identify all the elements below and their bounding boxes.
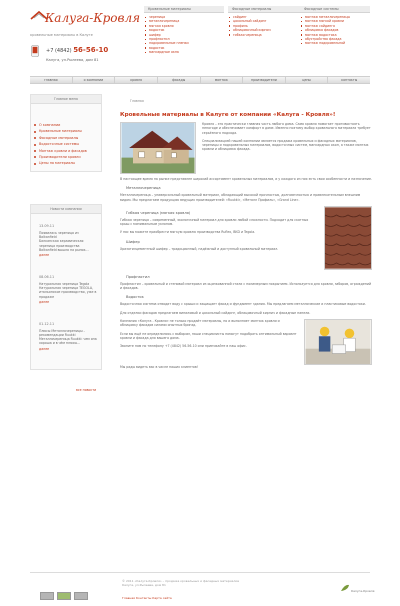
page-title: Кровельные материалы в Калуге от компании «Калуга - Кровля»! <box>120 112 336 118</box>
sidebar-item-manufacturers[interactable]: Производители кровли <box>33 154 99 160</box>
intro-paragraph: Специализацией нашей компании является продажа кровельных и фасадных материалов, черепицы и подкровельных материалов, водосточных систем, мансардных окон, а также монтаж кровли и облицовка фасада. <box>202 138 369 152</box>
category-link[interactable]: монтаж подкровельной <box>300 41 370 45</box>
category-heading: Кровельные материалы <box>144 6 224 13</box>
category-column-systems <box>300 6 370 46</box>
category-link[interactable]: металлочерепица <box>144 19 224 23</box>
all-news-link[interactable]: все новости <box>76 388 97 392</box>
nav-roofing[interactable]: кровля <box>115 77 158 83</box>
category-link[interactable]: сайдинг <box>228 15 308 19</box>
category-link[interactable]: шифер <box>144 33 224 37</box>
section-text: Если вы ещё не определились с выбором, наши специалисты помогут подобрать оптимальный вариант кровли и фасада для вашего дома. <box>120 331 297 340</box>
news-text: Металлочерепица Ruukki: чем она хороша и в чём плюсы... <box>39 337 97 346</box>
news-date: 01.12.11 <box>39 321 55 326</box>
phone-prefix: +7 (4842) <box>46 48 72 54</box>
nav-installation[interactable]: монтаж <box>201 77 244 83</box>
footer-address-line: Калуга, ул.Рылеева, дом 81 <box>122 583 166 587</box>
news-date: 08.06.11 <box>39 275 55 280</box>
category-column-roofing <box>144 6 224 55</box>
intro-paragraph: Кровля – это практически главная часть любого дома. Сама кровля помогает противостоять непогоде и обеспечивает комфорт в доме. Именно поэтому выбор кровельного материала требует серьёзного подхода. <box>202 122 371 135</box>
section-text: У нас вы можете приобрести мягкую кровлю производства Ruflex, BKD и Tegola. <box>120 230 256 235</box>
section-text: Металлочерепица – универсальный кровельный материал, обладающий высокой прочностью, долговечностью и привлекательным внешним видом. Мы предлагаем продукцию ведущих производителей: «Ruukki», «Металл Профиль», «Grand Line». <box>120 193 361 202</box>
phone-main: 56-56-10 <box>73 46 109 54</box>
footer-copyright-line: © 2011 «Калуга-Кровля» – продажа кровельных и фасадных материалов <box>122 579 239 583</box>
category-heading: Фасадные системы <box>300 6 370 13</box>
section-text: Хризотилцементный шифер – традиционный, надёжный и доступный кровельный материал. <box>120 246 279 251</box>
news-item <box>39 224 97 257</box>
workers-photo <box>304 319 372 365</box>
main-content <box>120 112 372 373</box>
sidebar-news <box>30 204 102 370</box>
intro-paragraph: В настоящее время на рынке представлен широкий ассортимент кровельных материалов, и у каждого из них есть свои особенности и назначение. <box>120 177 372 181</box>
news-text: Натуральная черепица TEGOLA, итальянское производство, уже в продаже <box>39 286 97 299</box>
news-title[interactable]: Появилась черепица из Balkanfield <box>39 231 79 240</box>
news-item <box>39 275 97 304</box>
news-title[interactable]: Натуральная черепица Tegola <box>39 282 90 287</box>
footer-links[interactable]: Главная Контакты Карта сайта <box>122 596 172 600</box>
category-link[interactable]: водосток <box>144 28 224 32</box>
section-text: Звоните нам по телефону +7 (4842) 56-56-10 или приезжайте в наш офис. <box>120 344 247 349</box>
news-title[interactable]: Плюсы Металлочерепицы - рекомендации Ruukki <box>39 328 85 338</box>
section-text: Водосточная система отводит воду с крыши и защищает фасад и фундамент здания. Мы предлагаем металлические и пластиковые водостоки. <box>120 302 366 307</box>
sidebar-item-roofing[interactable]: Кровельные материалы <box>33 128 99 134</box>
main-nav <box>30 76 370 84</box>
category-heading: Фасадные материалы <box>228 6 308 13</box>
sidebar-item-installation[interactable]: Монтаж кровли и фасадов <box>33 148 99 154</box>
section-heading: Шифер <box>126 239 140 244</box>
site-logo[interactable] <box>30 9 141 29</box>
section-heading: Металлочерепица <box>126 186 161 191</box>
phone-icon <box>30 45 40 57</box>
section-heading: Водосток <box>126 295 144 300</box>
category-link[interactable]: черепица <box>144 15 224 19</box>
category-link[interactable]: облицовочный кирпич <box>228 28 308 32</box>
address: Калуга, ул.Рылеева, дом 81 <box>46 58 99 62</box>
section-text: Профнастил – кровельный и стеновой материал из оцинкованной стали с полимерным покрытием. Используется для кровли, заборов, ограждений и фасадов. <box>120 281 372 291</box>
site-tagline: кровельные материалы в Калуге <box>30 33 93 37</box>
nav-prices[interactable]: цены <box>286 77 329 83</box>
category-link[interactable]: профнастил <box>144 37 224 41</box>
section-heading: Гибкая черепица (мягкая кровля) <box>126 210 191 215</box>
logo-text: Калуга-Кровля <box>45 11 141 25</box>
category-link[interactable]: монтаж мягкой кровли <box>300 19 370 23</box>
category-link[interactable]: подкровельные пленки <box>144 41 224 45</box>
counter-badge[interactable] <box>57 592 71 600</box>
footer-divider <box>30 572 370 573</box>
section-text: Гибкая черепица – современный, экологичный материал для кровли любой сложности. Подходит для скатных крыш с минимальным уклоном. <box>120 217 309 227</box>
news-more-link[interactable]: далее <box>39 346 50 351</box>
nav-about[interactable]: о компании <box>73 77 116 83</box>
section-text: Для отделки фасадов предлагаем виниловый и цокольный сайдинг, облицовочный кирпич и фасадные панели. <box>120 310 311 315</box>
category-link[interactable]: гибкая черепица <box>228 33 308 37</box>
partner-leaf-icon <box>340 584 350 592</box>
roof-tiles-photo <box>324 206 372 270</box>
section-text: Компания «Калуга - Кровля» не только продаёт материалы, но и выполняет монтаж кровли и облицовку фасадов силами опытных бригад. <box>120 319 280 328</box>
house-photo <box>120 122 196 174</box>
section-text: Мы рады видеть вас в числе наших клиентов! <box>120 365 199 370</box>
news-text: Балканская керамическая черепица производства Balkanfield вышла на рынок... <box>39 239 89 252</box>
category-link[interactable]: монтаж сайдинга <box>300 24 370 28</box>
category-column-facade <box>228 6 308 37</box>
nav-home[interactable]: главная <box>30 77 73 83</box>
news-heading: Новости компании <box>31 205 101 214</box>
nav-facades[interactable]: фасады <box>158 77 201 83</box>
news-more-link[interactable]: далее <box>39 253 50 258</box>
news-more-link[interactable]: далее <box>39 299 50 304</box>
category-link[interactable]: мансардные окна <box>144 50 224 54</box>
nav-manufacturers[interactable]: производители <box>243 77 286 83</box>
category-link[interactable]: монтаж металлочерепицы <box>300 15 370 19</box>
section-heading: Профнастил <box>126 274 150 279</box>
category-link[interactable]: обустройство фасада <box>300 37 370 41</box>
category-link[interactable]: мягкая кровля <box>144 24 224 28</box>
news-date: 13.09.11 <box>39 224 55 228</box>
sidebar-menu <box>30 94 102 172</box>
category-link[interactable]: цокольный сайдинг <box>228 19 308 23</box>
counter-badge[interactable] <box>40 592 54 600</box>
breadcrumb[interactable]: Главная <box>130 99 144 103</box>
news-item <box>39 322 97 351</box>
counter-badge[interactable] <box>74 592 88 600</box>
sidebar-item-prices[interactable]: Цены на материалы <box>33 160 99 166</box>
category-link[interactable]: профиль <box>228 24 308 28</box>
footer-copyright <box>122 579 239 587</box>
sidebar-item-drainage[interactable]: Водосточные системы <box>33 141 99 147</box>
sidebar-item-facade[interactable]: Фасадные материалы <box>33 135 99 141</box>
sidebar-item-about[interactable]: О компании <box>33 122 99 128</box>
footer-partner-logo[interactable] <box>340 584 375 593</box>
category-link[interactable]: облицовка фасадов <box>300 28 370 32</box>
sidebar-menu-heading: Главное меню <box>31 95 101 104</box>
category-link[interactable]: водосток <box>144 46 224 50</box>
footer-partner-name: Калуга-Кровля <box>350 589 375 593</box>
category-link[interactable]: монтаж водостока <box>300 33 370 37</box>
nav-contacts[interactable]: контакты <box>341 78 358 82</box>
phone-number <box>46 46 108 54</box>
